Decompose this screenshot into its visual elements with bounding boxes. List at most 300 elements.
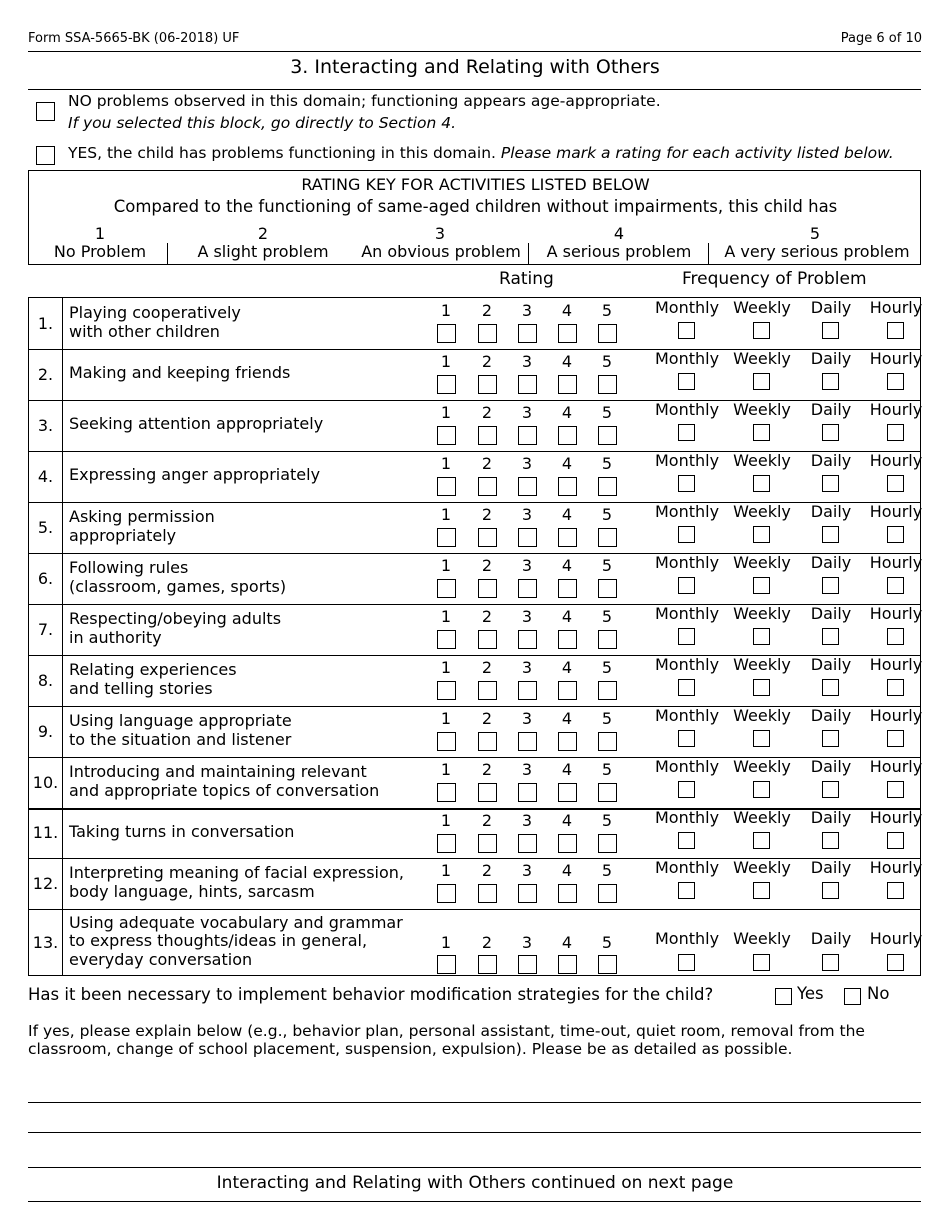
rating-digit: 4 <box>561 933 573 952</box>
frequency-checkbox-daily[interactable] <box>822 577 839 594</box>
frequency-label: Monthly <box>654 858 720 877</box>
rating-checkbox-3[interactable] <box>518 426 537 445</box>
rating-checkbox-3[interactable] <box>518 732 537 751</box>
frequency-checkbox-weekly[interactable] <box>753 322 770 339</box>
rating-digit: 5 <box>601 403 613 422</box>
rating-checkbox-2[interactable] <box>478 955 497 974</box>
frequency-checkbox-daily[interactable] <box>822 679 839 696</box>
frequency-label: Monthly <box>654 553 720 572</box>
activity-label <box>69 661 237 698</box>
rating-checkbox-2[interactable] <box>478 375 497 394</box>
rating-checkbox-1[interactable] <box>437 732 456 751</box>
frequency-checkbox-daily[interactable] <box>822 832 839 849</box>
rating-digit: 5 <box>601 658 613 677</box>
rating-digit: 1 <box>440 454 452 473</box>
activity-label <box>69 864 404 901</box>
activity-label-line: appropriately <box>69 525 177 545</box>
rating-key-num-1: 1 <box>94 224 106 243</box>
frequency-label: Daily <box>810 298 852 317</box>
frequency-label: Monthly <box>654 604 720 623</box>
rating-checkbox-2[interactable] <box>478 783 497 802</box>
rating-digit: 4 <box>561 403 573 422</box>
activity-label <box>69 415 323 434</box>
rating-checkbox-2[interactable] <box>478 426 497 445</box>
rating-checkbox-1[interactable] <box>437 783 456 802</box>
frequency-checkbox-daily[interactable] <box>822 730 839 747</box>
activity-label <box>69 304 241 341</box>
rating-digit: 3 <box>521 811 533 830</box>
rating-checkbox-5[interactable] <box>598 884 617 903</box>
activity-label-line: Interpreting meaning of facial expression, <box>69 863 404 882</box>
row-number: 11. <box>32 823 59 842</box>
frequency-label: Weekly <box>733 451 791 470</box>
rating-digit: 3 <box>521 709 533 728</box>
frequency-checkbox-daily[interactable] <box>822 882 839 899</box>
activity-label <box>69 364 290 383</box>
rating-checkbox-1[interactable] <box>437 477 456 496</box>
row-number: 6. <box>37 568 54 588</box>
rating-key-subtitle: Compared to the functioning of same-aged children without impairments, this child has <box>113 197 838 216</box>
rating-key-label-4: A serious problem <box>546 242 692 261</box>
rating-digit: 3 <box>521 454 533 473</box>
rating-checkbox-3[interactable] <box>518 681 537 700</box>
yes-problems-label <box>68 144 894 162</box>
rating-checkbox-2[interactable] <box>478 834 497 853</box>
frequency-checkbox-weekly[interactable] <box>753 475 770 492</box>
rating-key-label-2: A slight problem <box>197 242 329 261</box>
rating-checkbox-5[interactable] <box>598 426 617 445</box>
rating-digit: 4 <box>561 760 573 779</box>
rating-checkbox-2[interactable] <box>478 732 497 751</box>
rating-digit: 2 <box>481 403 493 422</box>
rating-digit: 5 <box>601 301 613 320</box>
rating-digit: 3 <box>521 505 533 524</box>
form-id: Form SSA-5665-BK (06-2018) UF <box>28 31 240 46</box>
frequency-label: Weekly <box>733 858 791 877</box>
footer-rule <box>28 1201 921 1202</box>
rating-checkbox-1[interactable] <box>437 324 456 343</box>
frequency-label: Hourly <box>869 553 923 572</box>
frequency-label: Daily <box>810 858 852 877</box>
activity-label-line: Using language appropriate <box>69 711 292 730</box>
yes-problems-instruction: Please mark a rating for each activity listed below. <box>500 144 894 162</box>
frequency-label: Monthly <box>654 655 720 674</box>
rating-checkbox-5[interactable] <box>598 681 617 700</box>
rating-checkbox-1[interactable] <box>437 834 456 853</box>
rating-checkbox-1[interactable] <box>437 681 456 700</box>
rating-checkbox-1[interactable] <box>437 884 456 903</box>
frequency-label: Daily <box>810 604 852 623</box>
rating-checkbox-2[interactable] <box>478 630 497 649</box>
rating-checkbox-2[interactable] <box>478 324 497 343</box>
frequency-checkbox-monthly[interactable] <box>678 628 695 645</box>
behavior-question: Has it been necessary to implement behavior modification strategies for the child? <box>28 985 714 1004</box>
frequency-label: Weekly <box>733 655 791 674</box>
rating-digit: 3 <box>521 658 533 677</box>
frequency-label: Weekly <box>733 502 791 521</box>
explain-instruction-line1: If yes, please explain below (e.g., behavior plan, personal assistant, time-out, quiet room, removal from the <box>28 1022 865 1040</box>
frequency-checkbox-hourly[interactable] <box>887 424 904 441</box>
frequency-checkbox-weekly[interactable] <box>753 526 770 543</box>
frequency-label: Monthly <box>654 929 720 948</box>
behavior-yes-checkbox[interactable] <box>775 988 792 1005</box>
activity-label <box>69 914 403 970</box>
rating-digit: 4 <box>561 301 573 320</box>
activity-label-line: Taking turns in conversation <box>69 821 295 841</box>
row-number: 13. <box>32 932 59 952</box>
frequency-checkbox-weekly[interactable] <box>753 424 770 441</box>
row-number: 9. <box>37 721 54 741</box>
rating-digit: 3 <box>521 760 533 779</box>
activity-label <box>69 466 320 485</box>
row-number: 5. <box>37 517 54 537</box>
frequency-label: Monthly <box>654 808 720 827</box>
rating-checkbox-1[interactable] <box>437 375 456 394</box>
rating-digit: 3 <box>521 301 533 320</box>
rating-digit: 4 <box>561 505 573 524</box>
rating-checkbox-2[interactable] <box>478 528 497 547</box>
rating-checkbox-3[interactable] <box>518 579 537 598</box>
rating-checkbox-5[interactable] <box>598 579 617 598</box>
frequency-checkbox-daily[interactable] <box>822 526 839 543</box>
frequency-checkbox-monthly[interactable] <box>678 882 695 899</box>
frequency-checkbox-hourly[interactable] <box>887 730 904 747</box>
frequency-checkbox-monthly[interactable] <box>678 577 695 594</box>
activity-label-line: (classroom, games, sports) <box>69 576 287 596</box>
frequency-checkbox-weekly[interactable] <box>753 577 770 594</box>
rating-checkbox-1[interactable] <box>437 426 456 445</box>
table-row <box>29 655 923 706</box>
activity-label <box>69 508 215 545</box>
rating-digit: 1 <box>440 301 452 320</box>
frequency-checkbox-hourly[interactable] <box>887 954 904 971</box>
row-number: 8. <box>37 670 54 690</box>
frequency-label: Daily <box>810 349 852 368</box>
rating-digit: 2 <box>481 454 493 473</box>
rating-digit: 4 <box>561 607 573 626</box>
rating-checkbox-3[interactable] <box>518 884 537 903</box>
activity-label-line: body language, hints, sarcasm <box>69 881 315 901</box>
frequency-label: Monthly <box>654 757 720 776</box>
rating-digit: 1 <box>440 658 452 677</box>
frequency-label: Daily <box>810 929 852 948</box>
frequency-checkbox-hourly[interactable] <box>887 882 904 899</box>
rating-checkbox-3[interactable] <box>518 477 537 496</box>
frequency-checkbox-monthly[interactable] <box>678 781 695 798</box>
rating-checkbox-1[interactable] <box>437 955 456 974</box>
no-problems-instruction: If you selected this block, go directly to Section 4. <box>68 114 457 132</box>
frequency-checkbox-weekly[interactable] <box>753 628 770 645</box>
frequency-checkbox-daily[interactable] <box>822 322 839 339</box>
rating-digit: 3 <box>521 352 533 371</box>
rating-checkbox-5[interactable] <box>598 955 617 974</box>
rating-checkbox-4[interactable] <box>558 477 577 496</box>
frequency-label: Hourly <box>869 706 923 725</box>
frequency-label: Weekly <box>733 604 791 623</box>
frequency-label: Monthly <box>654 298 720 317</box>
rating-digit: 5 <box>601 760 613 779</box>
frequency-label: Weekly <box>733 706 791 725</box>
frequency-checkbox-weekly[interactable] <box>753 781 770 798</box>
table-row <box>29 757 923 808</box>
frequency-label: Hourly <box>869 502 923 521</box>
rating-checkbox-4[interactable] <box>558 732 577 751</box>
frequency-checkbox-hourly[interactable] <box>887 679 904 696</box>
page-number: Page 6 of 10 <box>840 31 922 46</box>
frequency-checkbox-monthly[interactable] <box>678 526 695 543</box>
activity-label-line: and telling stories <box>69 678 213 698</box>
frequency-checkbox-hourly[interactable] <box>887 322 904 339</box>
rating-digit: 2 <box>481 933 493 952</box>
row-number: 2. <box>37 364 54 384</box>
table-row <box>29 858 923 909</box>
rating-checkbox-5[interactable] <box>598 324 617 343</box>
frequency-checkbox-monthly[interactable] <box>678 832 695 849</box>
frequency-label: Daily <box>810 451 852 470</box>
rating-digit: 5 <box>601 454 613 473</box>
rating-checkbox-4[interactable] <box>558 834 577 853</box>
frequency-checkbox-hourly[interactable] <box>887 832 904 849</box>
activity-label-line: Using adequate vocabulary and grammar <box>69 912 403 932</box>
frequency-checkbox-hourly[interactable] <box>887 577 904 594</box>
rating-checkbox-1[interactable] <box>437 579 456 598</box>
frequency-label: Daily <box>810 706 852 725</box>
rating-checkbox-2[interactable] <box>478 884 497 903</box>
rating-checkbox-2[interactable] <box>478 681 497 700</box>
row-number: 3. <box>37 415 54 435</box>
frequency-label: Monthly <box>654 502 720 521</box>
rating-checkbox-4[interactable] <box>558 630 577 649</box>
rating-checkbox-3[interactable] <box>518 324 537 343</box>
frequency-checkbox-hourly[interactable] <box>887 373 904 390</box>
frequency-checkbox-monthly[interactable] <box>678 730 695 747</box>
frequency-label: Weekly <box>733 298 791 317</box>
rating-checkbox-4[interactable] <box>558 528 577 547</box>
activity-label-line: Asking permission <box>69 507 215 526</box>
frequency-checkbox-monthly[interactable] <box>678 679 695 696</box>
rating-digit: 2 <box>481 505 493 524</box>
rating-checkbox-5[interactable] <box>598 375 617 394</box>
activity-label-line: Making and keeping friends <box>69 363 291 383</box>
rating-key-num-2: 2 <box>257 224 269 243</box>
rating-checkbox-4[interactable] <box>558 375 577 394</box>
rating-digit: 4 <box>561 352 573 371</box>
frequency-label: Hourly <box>869 604 923 623</box>
rating-checkbox-4[interactable] <box>558 426 577 445</box>
frequency-checkbox-daily[interactable] <box>822 373 839 390</box>
frequency-checkbox-daily[interactable] <box>822 628 839 645</box>
table-row <box>29 349 923 400</box>
frequency-label: Weekly <box>733 400 791 419</box>
frequency-checkbox-daily[interactable] <box>822 424 839 441</box>
rating-checkbox-5[interactable] <box>598 732 617 751</box>
rating-digit: 5 <box>601 811 613 830</box>
rating-checkbox-3[interactable] <box>518 834 537 853</box>
rating-checkbox-3[interactable] <box>518 528 537 547</box>
rating-checkbox-2[interactable] <box>478 477 497 496</box>
rating-checkbox-3[interactable] <box>518 375 537 394</box>
answer-line-2[interactable] <box>28 1132 921 1133</box>
rating-key-title: RATING KEY FOR ACTIVITIES LISTED BELOW <box>301 175 650 194</box>
rating-checkbox-4[interactable] <box>558 783 577 802</box>
activity-label-line: and appropriate topics of conversation <box>69 780 380 800</box>
frequency-label: Weekly <box>733 349 791 368</box>
rating-digit: 4 <box>561 556 573 575</box>
rating-checkbox-5[interactable] <box>598 630 617 649</box>
frequency-checkbox-weekly[interactable] <box>753 832 770 849</box>
rating-digit: 3 <box>521 861 533 880</box>
frequency-label: Daily <box>810 553 852 572</box>
table-row <box>29 502 923 553</box>
rating-checkbox-5[interactable] <box>598 834 617 853</box>
frequency-checkbox-daily[interactable] <box>822 781 839 798</box>
row-number: 12. <box>32 873 59 893</box>
frequency-checkbox-weekly[interactable] <box>753 730 770 747</box>
rating-digit: 1 <box>440 505 452 524</box>
frequency-checkbox-weekly[interactable] <box>753 373 770 390</box>
rating-checkbox-3[interactable] <box>518 783 537 802</box>
rating-digit: 5 <box>601 352 613 371</box>
frequency-label: Monthly <box>654 349 720 368</box>
rating-digit: 4 <box>561 454 573 473</box>
frequency-label: Monthly <box>654 451 720 470</box>
rating-digit: 3 <box>521 933 533 952</box>
rating-checkbox-4[interactable] <box>558 955 577 974</box>
rating-checkbox-4[interactable] <box>558 884 577 903</box>
rating-checkbox-1[interactable] <box>437 630 456 649</box>
table-row <box>29 298 923 349</box>
activity-label <box>69 763 379 800</box>
rating-checkbox-5[interactable] <box>598 783 617 802</box>
rating-key-label-1: No Problem <box>53 242 147 261</box>
rating-digit: 5 <box>601 861 613 880</box>
behavior-yes-label: Yes <box>797 984 824 1003</box>
rating-checkbox-3[interactable] <box>518 955 537 974</box>
frequency-checkbox-weekly[interactable] <box>753 882 770 899</box>
rating-checkbox-4[interactable] <box>558 579 577 598</box>
rating-checkbox-1[interactable] <box>437 528 456 547</box>
rating-digit: 1 <box>440 760 452 779</box>
rating-digit: 1 <box>440 556 452 575</box>
rating-digit: 4 <box>561 811 573 830</box>
frequency-checkbox-monthly[interactable] <box>678 954 695 971</box>
rating-checkbox-4[interactable] <box>558 681 577 700</box>
activity-label-line: Respecting/obeying adults <box>69 609 282 628</box>
continued-note: Interacting and Relating with Others continued on next page <box>216 1173 734 1193</box>
frequency-checkbox-hourly[interactable] <box>887 781 904 798</box>
rating-key-num-3: 3 <box>434 224 446 243</box>
row-number: 1. <box>37 313 54 333</box>
frequency-checkbox-weekly[interactable] <box>753 954 770 971</box>
frequency-checkbox-monthly[interactable] <box>678 373 695 390</box>
frequency-label: Hourly <box>869 808 923 827</box>
frequency-checkbox-weekly[interactable] <box>753 679 770 696</box>
rating-key-label-5: A very serious problem <box>724 242 910 261</box>
frequency-checkbox-hourly[interactable] <box>887 628 904 645</box>
rating-digit: 2 <box>481 607 493 626</box>
answer-line-1[interactable] <box>28 1102 921 1103</box>
frequency-label: Hourly <box>869 400 923 419</box>
frequency-label: Daily <box>810 757 852 776</box>
rating-digit: 5 <box>601 556 613 575</box>
frequency-label: Weekly <box>733 808 791 827</box>
yes-problems-checkbox[interactable] <box>36 146 55 165</box>
section-title: 3. Interacting and Relating with Others <box>290 56 660 78</box>
table-row <box>29 400 923 451</box>
explain-instruction-line2: classroom, change of school placement, suspension, expulsion). Please be as detailed as possible. <box>28 1040 793 1058</box>
activity-label-line: Following rules <box>69 558 189 577</box>
activity-label-line: Introducing and maintaining relevant <box>69 762 367 781</box>
rating-checkbox-5[interactable] <box>598 477 617 496</box>
rating-digit: 3 <box>521 556 533 575</box>
rating-checkbox-3[interactable] <box>518 630 537 649</box>
rating-digit: 4 <box>561 861 573 880</box>
frequency-checkbox-daily[interactable] <box>822 475 839 492</box>
frequency-checkbox-monthly[interactable] <box>678 475 695 492</box>
key-divider <box>167 243 168 265</box>
frequency-checkbox-daily[interactable] <box>822 954 839 971</box>
rating-digit: 2 <box>481 861 493 880</box>
rating-digit: 4 <box>561 658 573 677</box>
rating-digit: 2 <box>481 301 493 320</box>
yes-problems-text: YES, the child has problems functioning in this domain. <box>68 144 496 162</box>
no-problems-checkbox[interactable] <box>36 102 55 121</box>
row-number: 4. <box>37 466 54 486</box>
key-divider <box>708 243 709 265</box>
activity-label <box>69 823 294 842</box>
rating-checkbox-4[interactable] <box>558 324 577 343</box>
rating-digit: 3 <box>521 607 533 626</box>
activity-table <box>28 297 921 976</box>
frequency-label: Hourly <box>869 298 923 317</box>
rating-digit: 5 <box>601 709 613 728</box>
activity-label <box>69 559 286 596</box>
activity-label-line: in authority <box>69 627 162 647</box>
rating-checkbox-5[interactable] <box>598 528 617 547</box>
frequency-label: Hourly <box>869 929 923 948</box>
frequency-label: Monthly <box>654 706 720 725</box>
activity-label <box>69 610 281 647</box>
answer-line-3[interactable] <box>28 1167 921 1168</box>
rating-digit: 1 <box>440 607 452 626</box>
frequency-label: Hourly <box>869 858 923 877</box>
rating-digit: 4 <box>561 709 573 728</box>
behavior-no-checkbox[interactable] <box>844 988 861 1005</box>
rating-key-box <box>28 170 921 265</box>
activity-label-line: Seeking attention appropriately <box>69 414 324 434</box>
frequency-checkbox-monthly[interactable] <box>678 322 695 339</box>
frequency-checkbox-hourly[interactable] <box>887 475 904 492</box>
frequency-label: Weekly <box>733 757 791 776</box>
frequency-checkbox-monthly[interactable] <box>678 424 695 441</box>
rating-digit: 2 <box>481 709 493 728</box>
rating-key-num-4: 4 <box>613 224 625 243</box>
rating-digit: 5 <box>601 933 613 952</box>
table-row <box>29 706 923 757</box>
rating-checkbox-2[interactable] <box>478 579 497 598</box>
rating-digit: 2 <box>481 760 493 779</box>
frequency-label: Daily <box>810 400 852 419</box>
behavior-no-label: No <box>867 984 890 1003</box>
activity-label-line: to the situation and listener <box>69 729 292 749</box>
frequency-checkbox-hourly[interactable] <box>887 526 904 543</box>
rating-digit: 1 <box>440 861 452 880</box>
frequency-label: Weekly <box>733 553 791 572</box>
rating-digit: 1 <box>440 403 452 422</box>
row-number: 10. <box>32 772 59 792</box>
rating-digit: 2 <box>481 658 493 677</box>
table-row <box>29 604 923 655</box>
